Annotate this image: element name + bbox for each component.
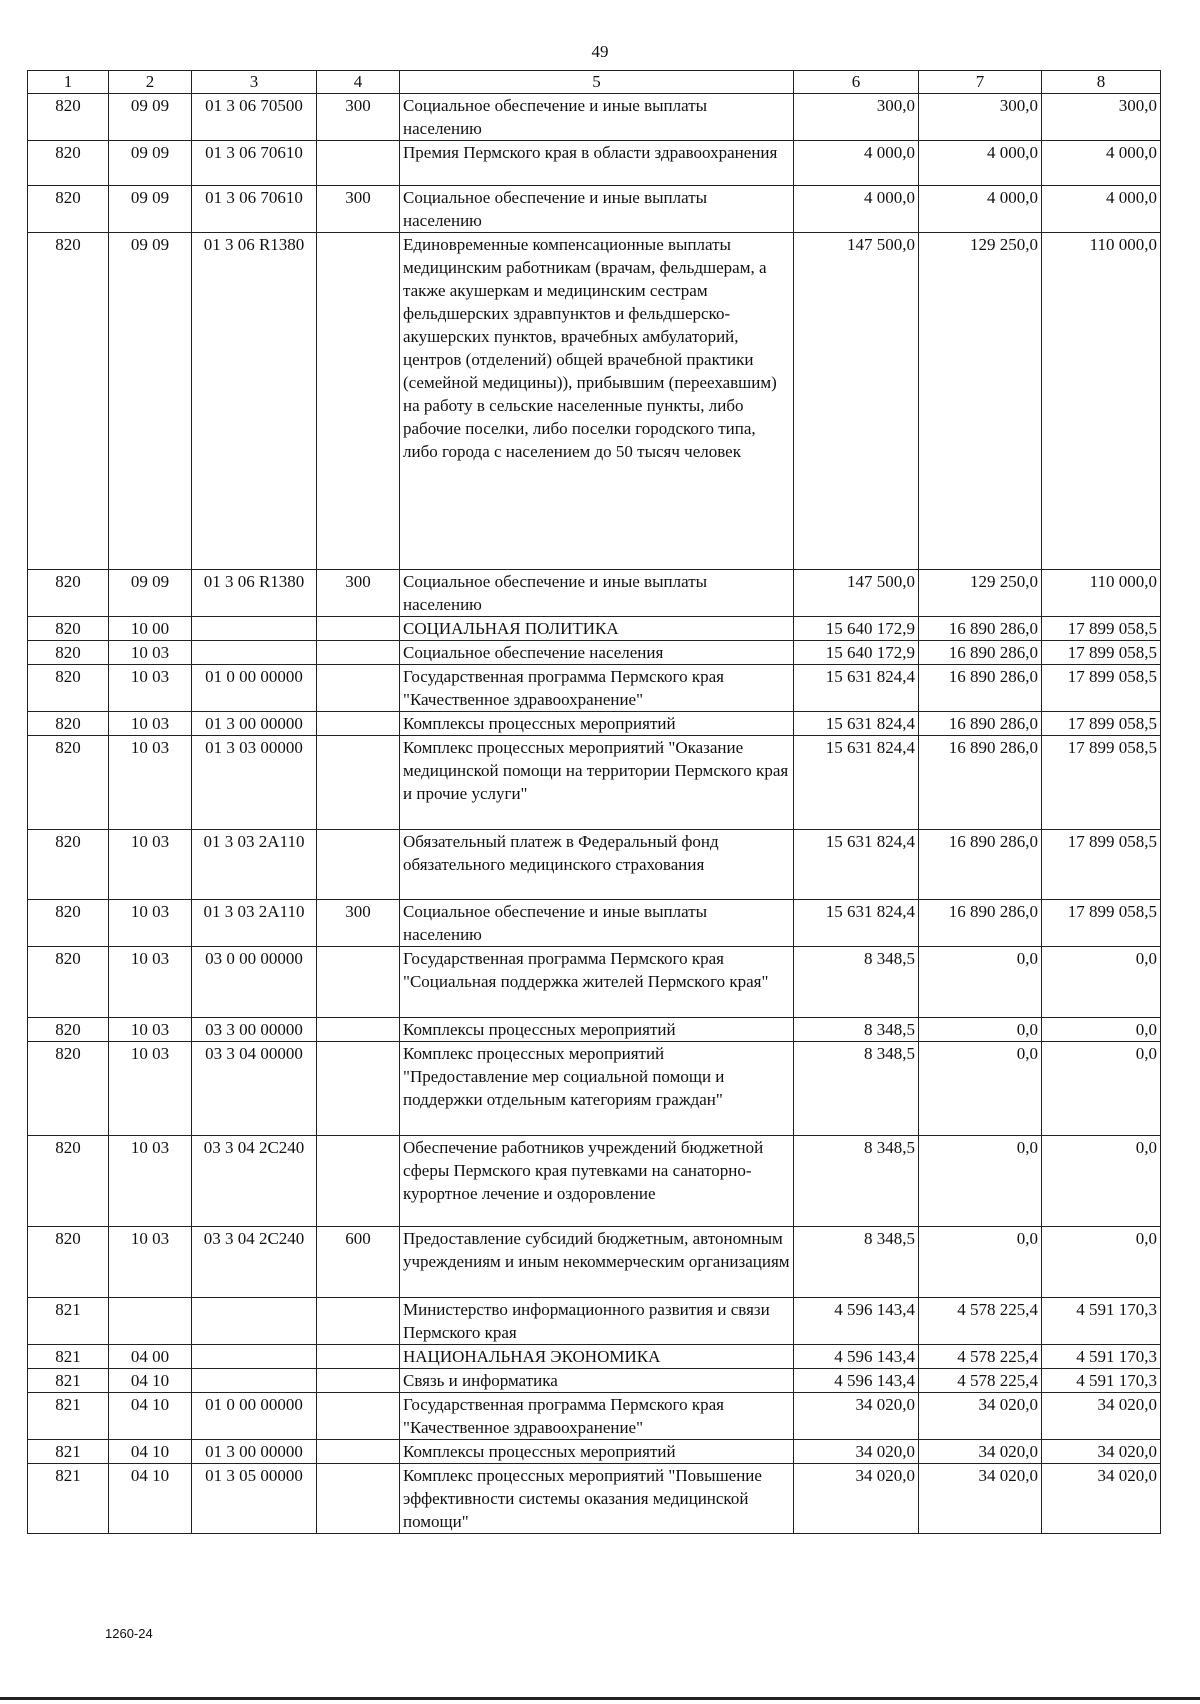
cell-description: Социальное обеспечение и иные выплаты населению (400, 900, 794, 947)
cell-target-article (192, 641, 317, 665)
cell-ministry-code: 820 (28, 186, 109, 233)
cell-description: Предоставление субсидий бюджетным, автономным учреждениям и иным некоммерческим организациям (400, 1227, 794, 1298)
cell-target-article: 03 3 04 2С240 (192, 1227, 317, 1298)
cell-amount-year-1: 15 631 824,4 (794, 665, 919, 712)
cell-amount-year-2: 16 890 286,0 (919, 736, 1042, 830)
cell-section-code: 09 09 (109, 94, 192, 141)
cell-amount-year-2: 4 000,0 (919, 141, 1042, 186)
cell-section-code: 04 00 (109, 1345, 192, 1369)
table-row (28, 736, 1161, 830)
cell-section-code: 10 00 (109, 617, 192, 641)
column-header: 3 (192, 71, 317, 94)
cell-amount-year-2: 0,0 (919, 947, 1042, 1018)
cell-amount-year-1: 34 020,0 (794, 1440, 919, 1464)
cell-description: Обязательный платеж в Федеральный фонд обязательного медицинского страхования (400, 830, 794, 900)
cell-description: Государственная программа Пермского края "Качественное здравоохранение" (400, 665, 794, 712)
cell-amount-year-1: 4 000,0 (794, 141, 919, 186)
cell-amount-year-1: 8 348,5 (794, 1136, 919, 1227)
cell-amount-year-2: 300,0 (919, 94, 1042, 141)
cell-section-code: 10 03 (109, 641, 192, 665)
cell-ministry-code: 820 (28, 900, 109, 947)
column-header: 1 (28, 71, 109, 94)
table-row (28, 1393, 1161, 1440)
table-row (28, 641, 1161, 665)
cell-ministry-code: 820 (28, 665, 109, 712)
cell-amount-year-1: 15 631 824,4 (794, 830, 919, 900)
cell-description: Социальное обеспечение и иные выплаты населению (400, 186, 794, 233)
cell-amount-year-3: 34 020,0 (1042, 1440, 1161, 1464)
cell-expense-type: 300 (317, 94, 400, 141)
cell-target-article (192, 1369, 317, 1393)
cell-description: Комплексы процессных мероприятий (400, 1018, 794, 1042)
cell-target-article: 01 3 06 R1380 (192, 570, 317, 617)
cell-description: Связь и информатика (400, 1369, 794, 1393)
cell-ministry-code: 820 (28, 736, 109, 830)
cell-expense-type: 300 (317, 186, 400, 233)
table-row (28, 141, 1161, 186)
cell-amount-year-3: 4 591 170,3 (1042, 1345, 1161, 1369)
cell-target-article (192, 617, 317, 641)
cell-amount-year-1: 147 500,0 (794, 570, 919, 617)
cell-amount-year-3: 300,0 (1042, 94, 1161, 141)
cell-expense-type (317, 1298, 400, 1345)
cell-amount-year-1: 15 640 172,9 (794, 641, 919, 665)
cell-expense-type (317, 233, 400, 570)
table-row (28, 1464, 1161, 1534)
cell-ministry-code: 820 (28, 1042, 109, 1136)
cell-expense-type (317, 141, 400, 186)
cell-target-article: 01 3 03 2А110 (192, 830, 317, 900)
cell-amount-year-1: 300,0 (794, 94, 919, 141)
cell-description: НАЦИОНАЛЬНАЯ ЭКОНОМИКА (400, 1345, 794, 1369)
cell-target-article: 01 3 00 00000 (192, 1440, 317, 1464)
column-header: 6 (794, 71, 919, 94)
cell-ministry-code: 821 (28, 1393, 109, 1440)
cell-expense-type (317, 665, 400, 712)
cell-ministry-code: 820 (28, 1227, 109, 1298)
table-row (28, 617, 1161, 641)
table-row (28, 94, 1161, 141)
cell-amount-year-3: 17 899 058,5 (1042, 665, 1161, 712)
cell-description: Премия Пермского края в области здравоохранения (400, 141, 794, 186)
cell-section-code: 10 03 (109, 1227, 192, 1298)
cell-expense-type (317, 1369, 400, 1393)
page-number: 49 (591, 42, 609, 61)
cell-description: Комплекс процессных мероприятий "Оказание медицинской помощи на территории Пермского края и прочие услуги" (400, 736, 794, 830)
cell-amount-year-3: 4 591 170,3 (1042, 1369, 1161, 1393)
table-row (28, 570, 1161, 617)
cell-section-code: 04 10 (109, 1464, 192, 1534)
cell-description: Социальное обеспечение населения (400, 641, 794, 665)
table-row (28, 1440, 1161, 1464)
cell-amount-year-2: 129 250,0 (919, 233, 1042, 570)
cell-expense-type (317, 1345, 400, 1369)
cell-amount-year-1: 147 500,0 (794, 233, 919, 570)
cell-ministry-code: 820 (28, 947, 109, 1018)
cell-ministry-code: 821 (28, 1345, 109, 1369)
budget-table (27, 70, 1161, 1534)
cell-amount-year-1: 4 000,0 (794, 186, 919, 233)
cell-expense-type (317, 1136, 400, 1227)
cell-target-article: 01 3 06 70610 (192, 141, 317, 186)
document-code: 1260-24 (105, 1626, 153, 1641)
cell-amount-year-2: 16 890 286,0 (919, 900, 1042, 947)
cell-description: Государственная программа Пермского края "Социальная поддержка жителей Пермского края" (400, 947, 794, 1018)
cell-amount-year-1: 34 020,0 (794, 1393, 919, 1440)
cell-section-code: 10 03 (109, 1136, 192, 1227)
cell-expense-type (317, 736, 400, 830)
cell-expense-type (317, 712, 400, 736)
cell-target-article (192, 1298, 317, 1345)
cell-ministry-code: 820 (28, 1018, 109, 1042)
cell-amount-year-2: 4 578 225,4 (919, 1369, 1042, 1393)
cell-ministry-code: 820 (28, 570, 109, 617)
cell-section-code: 09 09 (109, 233, 192, 570)
cell-amount-year-3: 17 899 058,5 (1042, 641, 1161, 665)
cell-expense-type (317, 641, 400, 665)
cell-target-article: 03 3 00 00000 (192, 1018, 317, 1042)
cell-amount-year-3: 0,0 (1042, 947, 1161, 1018)
cell-amount-year-1: 4 596 143,4 (794, 1345, 919, 1369)
cell-ministry-code: 820 (28, 830, 109, 900)
cell-target-article: 01 3 06 70500 (192, 94, 317, 141)
cell-ministry-code: 820 (28, 641, 109, 665)
cell-amount-year-3: 4 000,0 (1042, 141, 1161, 186)
cell-amount-year-3: 17 899 058,5 (1042, 712, 1161, 736)
cell-target-article (192, 1345, 317, 1369)
cell-ministry-code: 820 (28, 141, 109, 186)
cell-expense-type (317, 947, 400, 1018)
cell-amount-year-3: 0,0 (1042, 1136, 1161, 1227)
cell-amount-year-1: 4 596 143,4 (794, 1298, 919, 1345)
table-row (28, 1345, 1161, 1369)
table-row (28, 186, 1161, 233)
column-header: 7 (919, 71, 1042, 94)
cell-amount-year-3: 0,0 (1042, 1018, 1161, 1042)
cell-amount-year-2: 34 020,0 (919, 1464, 1042, 1534)
cell-section-code: 04 10 (109, 1393, 192, 1440)
cell-target-article: 01 3 06 70610 (192, 186, 317, 233)
cell-amount-year-2: 34 020,0 (919, 1440, 1042, 1464)
cell-expense-type: 600 (317, 1227, 400, 1298)
cell-amount-year-2: 0,0 (919, 1136, 1042, 1227)
cell-amount-year-1: 8 348,5 (794, 1018, 919, 1042)
table-row (28, 1018, 1161, 1042)
scan-edge-line (0, 1697, 1200, 1700)
column-header: 2 (109, 71, 192, 94)
cell-target-article: 01 0 00 00000 (192, 1393, 317, 1440)
cell-expense-type (317, 1042, 400, 1136)
cell-section-code: 10 03 (109, 830, 192, 900)
cell-amount-year-1: 4 596 143,4 (794, 1369, 919, 1393)
cell-section-code: 10 03 (109, 712, 192, 736)
table-row (28, 1227, 1161, 1298)
cell-amount-year-1: 15 631 824,4 (794, 900, 919, 947)
cell-ministry-code: 820 (28, 1136, 109, 1227)
cell-amount-year-1: 15 631 824,4 (794, 736, 919, 830)
cell-description: СОЦИАЛЬНАЯ ПОЛИТИКА (400, 617, 794, 641)
cell-amount-year-2: 16 890 286,0 (919, 830, 1042, 900)
cell-amount-year-2: 4 000,0 (919, 186, 1042, 233)
cell-amount-year-2: 4 578 225,4 (919, 1345, 1042, 1369)
cell-description: Комплексы процессных мероприятий (400, 712, 794, 736)
cell-section-code (109, 1298, 192, 1345)
cell-expense-type: 300 (317, 570, 400, 617)
cell-amount-year-3: 110 000,0 (1042, 233, 1161, 570)
cell-description: Комплекс процессных мероприятий "Повышение эффективности системы оказания медицинской помощи" (400, 1464, 794, 1534)
cell-ministry-code: 820 (28, 712, 109, 736)
cell-amount-year-1: 15 631 824,4 (794, 712, 919, 736)
cell-amount-year-1: 8 348,5 (794, 1227, 919, 1298)
cell-description: Государственная программа Пермского края "Качественное здравоохранение" (400, 1393, 794, 1440)
cell-section-code: 10 03 (109, 1042, 192, 1136)
cell-amount-year-2: 16 890 286,0 (919, 641, 1042, 665)
cell-amount-year-2: 0,0 (919, 1018, 1042, 1042)
cell-ministry-code: 821 (28, 1298, 109, 1345)
cell-target-article: 01 3 05 00000 (192, 1464, 317, 1534)
cell-amount-year-3: 17 899 058,5 (1042, 830, 1161, 900)
cell-section-code: 04 10 (109, 1440, 192, 1464)
cell-expense-type (317, 1018, 400, 1042)
cell-description: Обеспечение работников учреждений бюджетной сферы Пермского края путевками на санаторно-курортное лечение и оздоровление (400, 1136, 794, 1227)
column-header: 8 (1042, 71, 1161, 94)
cell-amount-year-3: 17 899 058,5 (1042, 900, 1161, 947)
cell-ministry-code: 820 (28, 617, 109, 641)
cell-expense-type (317, 1393, 400, 1440)
cell-amount-year-3: 0,0 (1042, 1042, 1161, 1136)
cell-target-article: 03 0 00 00000 (192, 947, 317, 1018)
cell-target-article: 03 3 04 2С240 (192, 1136, 317, 1227)
cell-ministry-code: 821 (28, 1464, 109, 1534)
cell-target-article: 01 3 00 00000 (192, 712, 317, 736)
column-header: 4 (317, 71, 400, 94)
table-row (28, 665, 1161, 712)
cell-ministry-code: 821 (28, 1369, 109, 1393)
table-row (28, 830, 1161, 900)
cell-target-article: 01 3 06 R1380 (192, 233, 317, 570)
cell-amount-year-2: 16 890 286,0 (919, 665, 1042, 712)
cell-section-code: 10 03 (109, 1018, 192, 1042)
cell-section-code: 10 03 (109, 900, 192, 947)
column-number-row (28, 71, 1161, 94)
cell-section-code: 04 10 (109, 1369, 192, 1393)
cell-amount-year-3: 17 899 058,5 (1042, 617, 1161, 641)
cell-section-code: 09 09 (109, 186, 192, 233)
cell-amount-year-1: 15 640 172,9 (794, 617, 919, 641)
cell-amount-year-2: 16 890 286,0 (919, 712, 1042, 736)
cell-target-article: 01 3 03 2А110 (192, 900, 317, 947)
cell-section-code: 10 03 (109, 736, 192, 830)
table-row (28, 1136, 1161, 1227)
cell-target-article: 01 3 03 00000 (192, 736, 317, 830)
cell-description: Социальное обеспечение и иные выплаты населению (400, 94, 794, 141)
cell-amount-year-1: 8 348,5 (794, 1042, 919, 1136)
cell-amount-year-2: 129 250,0 (919, 570, 1042, 617)
cell-description: Единовременные компенсационные выплаты медицинским работникам (врачам, фельдшерам, а также акушеркам и медицинским сестрам фельдшерских здравпунктов и фельдшерско-акушерских пунктов, врачебных амбулаторий, центров (отделений) общей врачебной практики (семейной медицины)), прибывшим (переехавшим) на работу в сельские населенные пункты, либо рабочие поселки, либо поселки городского типа, либо города с населением до 50 тысяч человек (400, 233, 794, 570)
table-row (28, 1042, 1161, 1136)
cell-expense-type: 300 (317, 900, 400, 947)
cell-amount-year-1: 8 348,5 (794, 947, 919, 1018)
cell-amount-year-3: 34 020,0 (1042, 1464, 1161, 1534)
cell-description: Социальное обеспечение и иные выплаты населению (400, 570, 794, 617)
table-row (28, 947, 1161, 1018)
table-row (28, 233, 1161, 570)
cell-section-code: 09 09 (109, 141, 192, 186)
cell-expense-type (317, 830, 400, 900)
column-header: 5 (400, 71, 794, 94)
cell-amount-year-3: 17 899 058,5 (1042, 736, 1161, 830)
cell-amount-year-2: 16 890 286,0 (919, 617, 1042, 641)
cell-amount-year-3: 4 000,0 (1042, 186, 1161, 233)
cell-expense-type (317, 1440, 400, 1464)
cell-amount-year-2: 0,0 (919, 1227, 1042, 1298)
cell-ministry-code: 821 (28, 1440, 109, 1464)
cell-amount-year-3: 0,0 (1042, 1227, 1161, 1298)
table-row (28, 1298, 1161, 1345)
cell-section-code: 10 03 (109, 947, 192, 1018)
cell-amount-year-1: 34 020,0 (794, 1464, 919, 1534)
table-body (28, 94, 1161, 1534)
cell-description: Министерство информационного развития и связи Пермского края (400, 1298, 794, 1345)
table-row (28, 712, 1161, 736)
cell-expense-type (317, 617, 400, 641)
table-row (28, 900, 1161, 947)
cell-expense-type (317, 1464, 400, 1534)
cell-amount-year-3: 34 020,0 (1042, 1393, 1161, 1440)
cell-description: Комплексы процессных мероприятий (400, 1440, 794, 1464)
cell-ministry-code: 820 (28, 233, 109, 570)
cell-target-article: 01 0 00 00000 (192, 665, 317, 712)
cell-amount-year-2: 4 578 225,4 (919, 1298, 1042, 1345)
table-row (28, 1369, 1161, 1393)
cell-section-code: 10 03 (109, 665, 192, 712)
cell-ministry-code: 820 (28, 94, 109, 141)
cell-description: Комплекс процессных мероприятий "Предоставление мер социальной помощи и поддержки отдельным категориям граждан" (400, 1042, 794, 1136)
cell-amount-year-2: 34 020,0 (919, 1393, 1042, 1440)
cell-amount-year-3: 4 591 170,3 (1042, 1298, 1161, 1345)
cell-target-article: 03 3 04 00000 (192, 1042, 317, 1136)
cell-amount-year-3: 110 000,0 (1042, 570, 1161, 617)
cell-amount-year-2: 0,0 (919, 1042, 1042, 1136)
cell-section-code: 09 09 (109, 570, 192, 617)
